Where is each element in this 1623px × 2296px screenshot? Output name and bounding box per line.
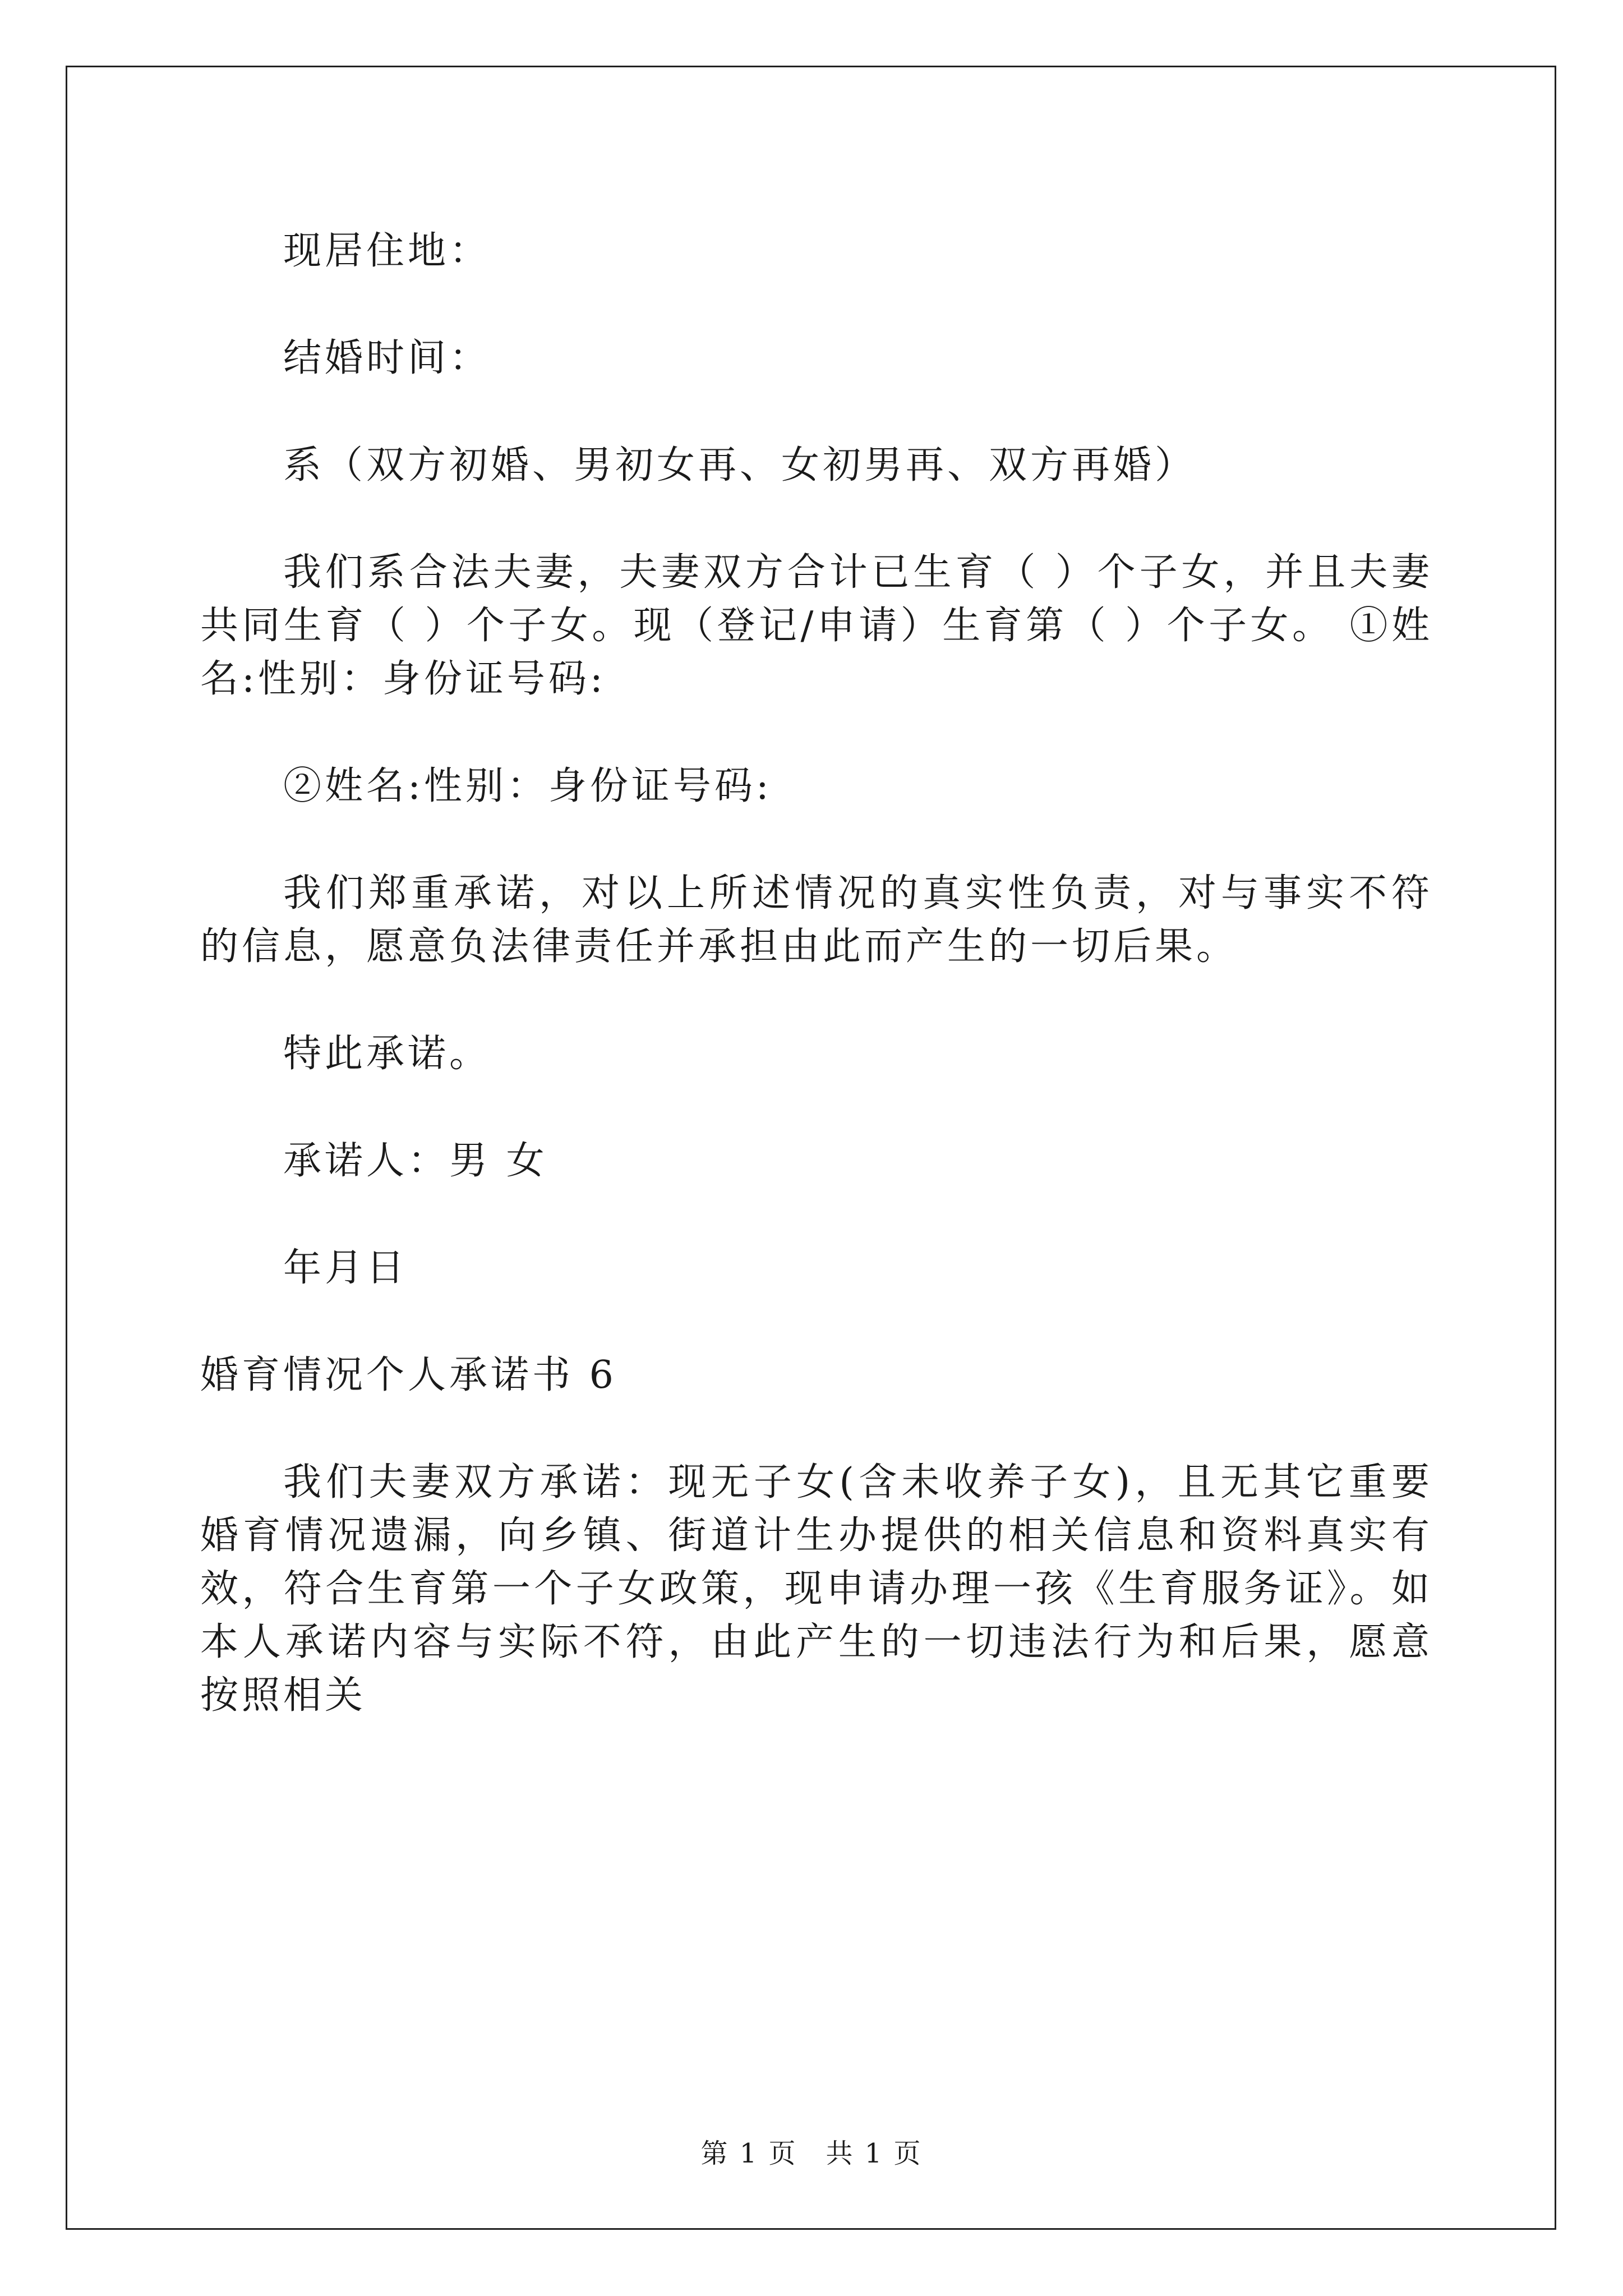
couple-commitment-paragraph: 我们夫妻双方承诺：现无子女(含未收养子女)，且无其它重要婚育情况遗漏，向乡镇、街道计生办提供的相关信息和资料真实有效，符合生育第一个子女政策，现申请办理一孩《生育服务证》。如本人承诺内容与实际不符，由此产生的一切违法行为和后果，愿意按照相关 <box>200 1460 1433 1718</box>
closing-phrase: 特此承诺。 <box>283 1032 491 1076</box>
marriage-status-line: 系（双方初婚、男初女再、女初男再、双方再婚） <box>283 443 1197 487</box>
second-child-info-line: ②姓名:性别：身份证号码: <box>283 764 772 808</box>
section-heading: 婚育情况个人承诺书 6 <box>200 1353 617 1397</box>
children-statement-paragraph: 我们系合法夫妻，夫妻双方合计已生育（ ）个子女，并且夫妻共同生育（ ）个子女。现（登记/申请）生育第（ ）个子女。 ①姓名:性别：身份证号码: <box>200 550 1433 701</box>
residence-line: 现居住地： <box>283 229 491 273</box>
signatory-line: 承诺人：男 女 <box>283 1139 548 1183</box>
document-body <box>200 224 1433 1776</box>
date-line: 年月日 <box>283 1246 408 1290</box>
commitment-paragraph: 我们郑重承诺，对以上所述情况的真实性负责，对与事实不符的信息，愿意负法律责任并承担由此而产生的一切后果。 <box>200 871 1433 969</box>
marriage-date-line: 结婚时间： <box>283 336 491 380</box>
page-number-footer: 第 1 页 共 1 页 <box>700 2138 923 2169</box>
